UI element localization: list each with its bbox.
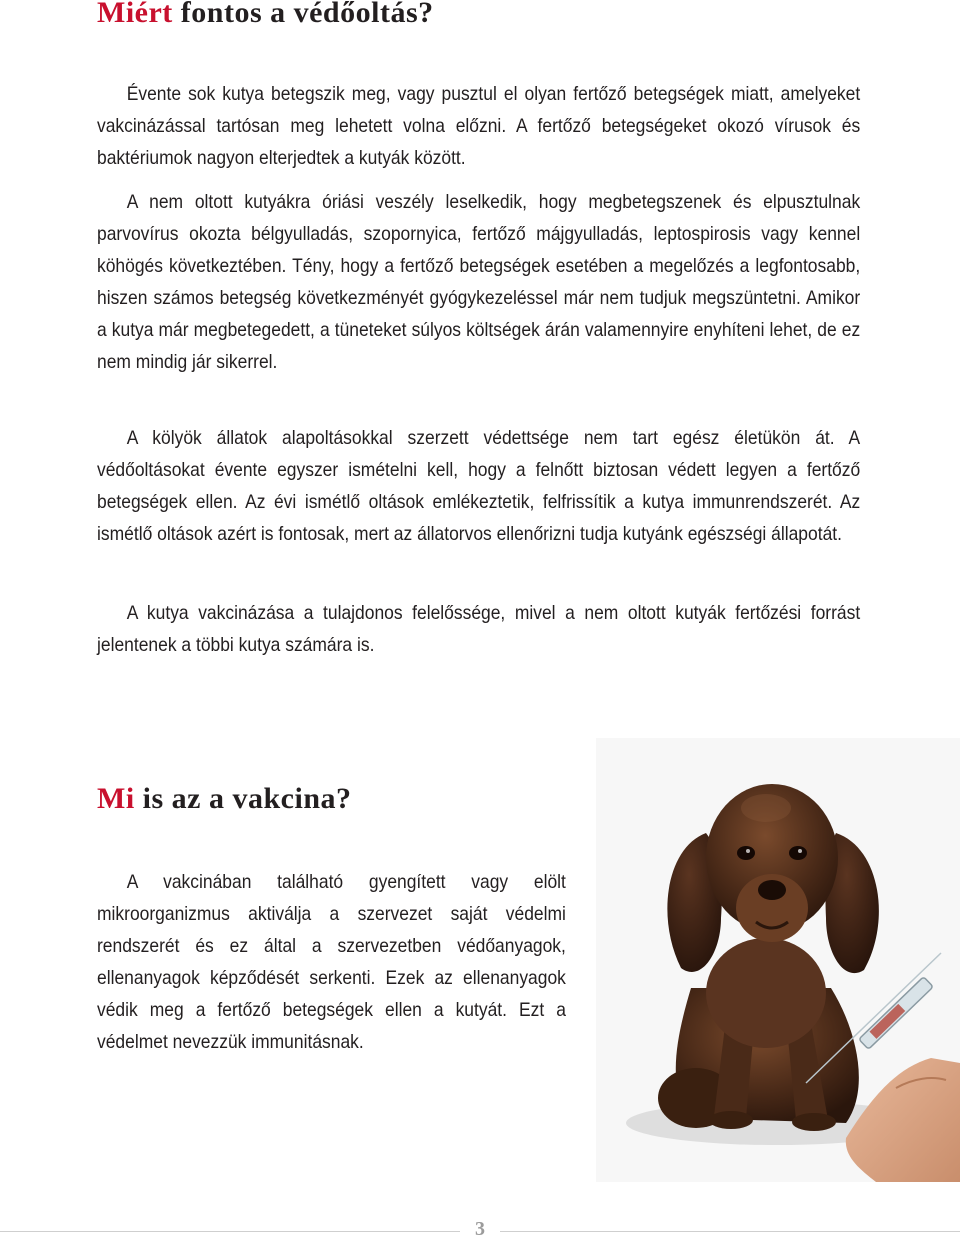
heading-accent-word: Mi: [97, 782, 135, 815]
page-number: 3: [460, 1218, 500, 1241]
footer-rule-right: [500, 1231, 960, 1232]
paragraph-intro: Évente sok kutya betegszik meg, vagy pusztul el olyan fertőző betegségek miatt, amelyeket vakcinázással tartósan meg lehetett volna előzni. A fertőző betegségeket okozó vírusok és baktériumok nagyon elterjedtek a kutyák között.: [97, 83, 861, 169]
paragraph-booster: A kölyök állatok alapoltásokkal szerzett védettsége nem tart egész életükön át. A védőoltásokat évente egyszer ismételni kell, hogy a felnőtt biztosan védett legyen a fertőző betegségek ellen. Az évi ismétlő oltások emlékeztetik, felfrissítik a kutya immunrendszerét. Az ismétlő oltások azért is fontosak, mert az állatorvos ellenőrizni tudja kutyánk egészségi állapotát.: [97, 427, 861, 545]
paragraph-responsibility: A kutya vakcinázása a tulajdonos felelőssége, mivel a nem oltott kutyák fertőzési forrást jelentenek a többi kutya számára is.: [97, 602, 861, 656]
heading-rest-text: fontos a védőoltás?: [172, 0, 434, 29]
puppy-vaccination-photo: [596, 738, 960, 1182]
paragraph-vaccine-definition: A vakcinában található gyengített vagy elölt mikroorganizmus aktiválja a szervezet saját védelmi rendszerét és ez által a szervezetben védőanyagok, ellenanyagok képződését serkenti. Ezek az ellenanyagok védik meg a fertőző betegségek ellen a kutyát. Ezt a védelmet nevezzük immunitásnak.: [97, 871, 566, 1053]
heading-accent-word: Miért: [97, 0, 173, 29]
section-heading-what-is-vaccine: [97, 782, 352, 816]
paragraph-danger: A nem oltott kutyákra óriási veszély leselkedik, hogy megbetegszenek és elpusztulnak parvovírus okozta bélgyulladás, szopornyica, fertőző májgyulladás, leptospirosis vagy kennel köhögés következtében. Tény, hogy a fertőző betegségek esetében a megelőzés a legfontosabb, hiszen számos betegség következményét gyógykezeléssel már nem tudjuk megszüntetni. Amikor a kutya már megbetegedett, a tüneteket súlyos költségek árán valamennyire enyhíteni lehet, de ez nem mindig jár sikerrel.: [97, 191, 861, 373]
section-heading-why-vaccination: [97, 0, 434, 30]
footer-rule-left: [0, 1231, 460, 1232]
heading-rest-text: is az a vakcina?: [134, 782, 352, 815]
